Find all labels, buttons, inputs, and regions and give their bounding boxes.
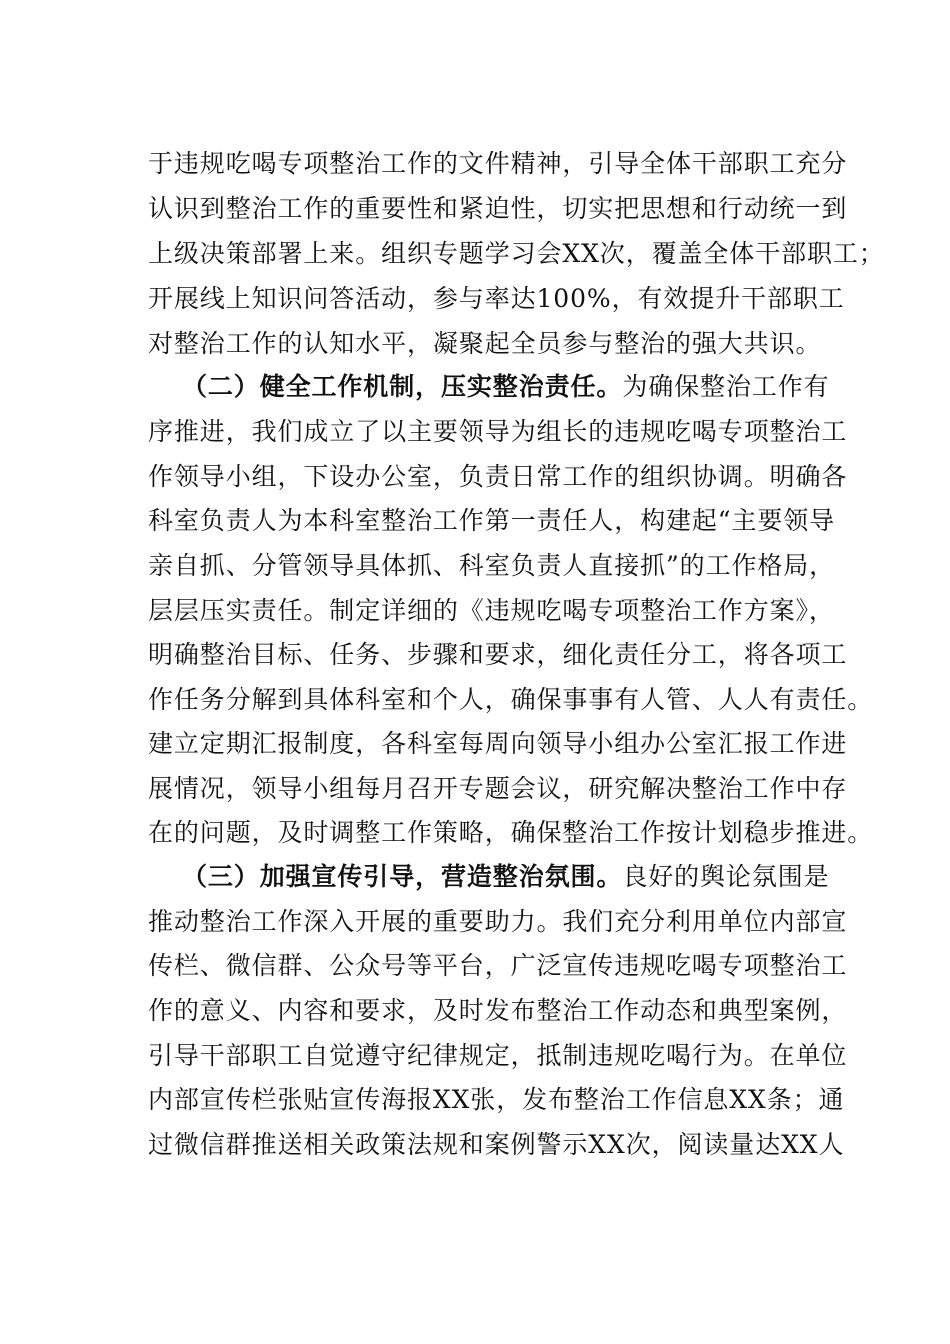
body-line: 明确整治目标、任务、步骤和要求，细化责任分工，将各项工 (148, 640, 848, 669)
body-line: 序推进，我们成立了以主要领导为组长的违规吃喝专项整治工 (148, 417, 848, 446)
body-line: 建立定期汇报制度，各科室每周向领导小组办公室汇报工作进 (148, 729, 848, 758)
body-line: 层层压实责任。制定详细的《违规吃喝专项整治工作方案》， (148, 596, 835, 625)
body-text: 为确保整治工作有 (622, 372, 830, 401)
body-line: 上级决策部署上来。组织专题学习会XX次，覆盖全体干部职工； (148, 239, 885, 268)
section-heading-line (182, 365, 872, 409)
body-line: 于违规吃喝专项整治工作的文件精神，引导全体干部职工充分 (148, 149, 848, 178)
body-line: 认识到整治工作的重要性和紧迫性，切实把思想和行动统一到 (148, 194, 848, 223)
body-line: 引导干部职工自觉遵守纪律规定，抵制违规吃喝行为。在单位 (148, 1041, 848, 1070)
section-heading-2: （二）健全工作机制，压实整治责任。 (182, 372, 623, 401)
section-heading-3: （三）加强宣传引导，营造整治氛围。 (182, 862, 623, 891)
body-line: 作领导小组，下设办公室，负责日常工作的组织协调。明确各 (148, 462, 848, 491)
body-line: 过微信群推送相关政策法规和案例警示XX次，阅读量达XX人 (148, 1130, 845, 1159)
body-line: 亲自抓、分管领导具体抓、科室负责人直接抓”的工作格局， (148, 551, 836, 580)
body-line: 开展线上知识问答活动，参与率达100%，有效提升干部职工 (148, 284, 845, 313)
body-line: 内部宣传栏张贴宣传海报XX张，发布整治工作信息XX条；通 (148, 1085, 845, 1114)
body-line: 作的意义、内容和要求，及时发布整治工作动态和典型案例， (148, 996, 848, 1025)
body-line: 展情况，领导小组每月召开专题会议，研究解决整治工作中存 (148, 774, 848, 803)
body-text: 良好的舆论氛围是 (622, 862, 830, 891)
body-line: 推动整治工作深入开展的重要助力。我们充分利用单位内部宣 (148, 907, 848, 936)
body-line: 科室负责人为本科室整治工作第一责任人，构建起“主要领导 (148, 506, 836, 535)
body-line: 传栏、微信群、公众号等平台，广泛宣传违规吃喝专项整治工 (148, 951, 848, 980)
section-heading-line (182, 855, 872, 899)
body-line: 在的问题，及时调整工作策略，确保整治工作按计划稳步推进。 (148, 818, 874, 847)
body-line: 对整治工作的认知水平，凝聚起全员参与整治的强大共识。 (148, 329, 822, 358)
body-line: 作任务分解到具体科室和个人，确保事事有人管、人人有责任。 (148, 685, 874, 714)
